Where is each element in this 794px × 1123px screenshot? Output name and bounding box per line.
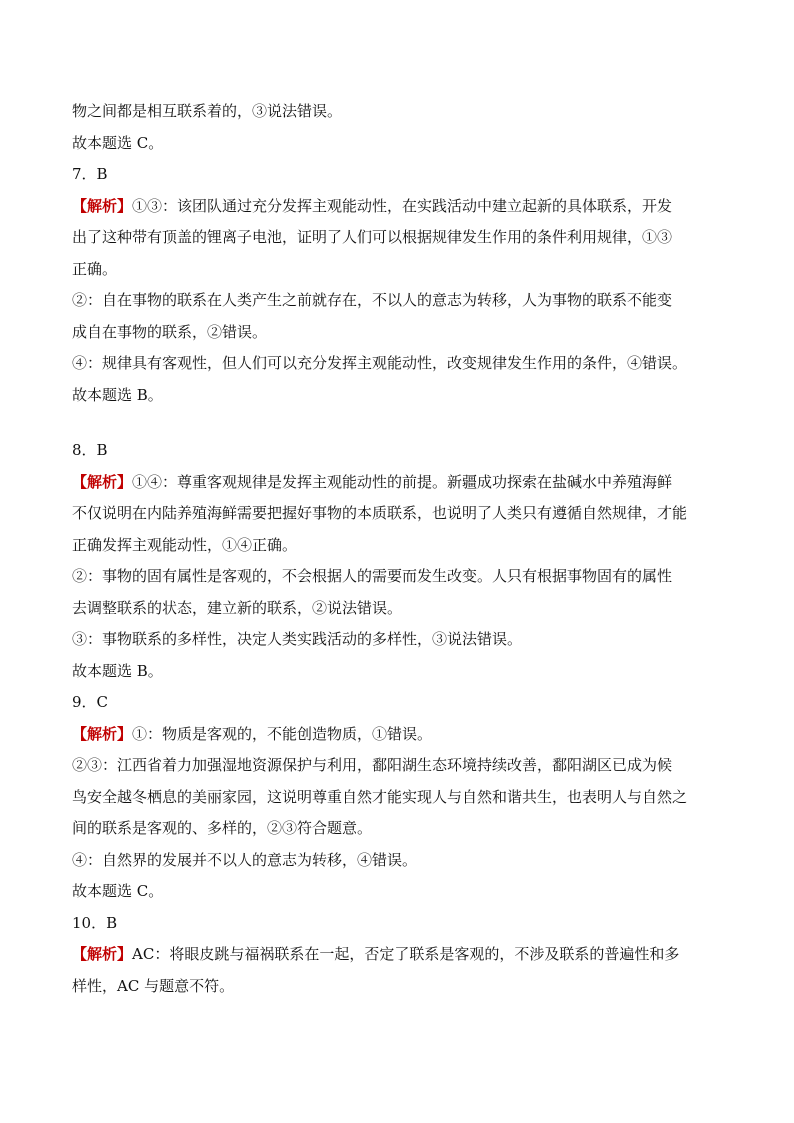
line-text: ①：物质是客观的，不能创造物质，①错误。 [132, 724, 433, 743]
line-text: ①④：尊重客观规律是发挥主观能动性的前提。新疆成功探索在盐碱水中养殖海鲜 [132, 472, 673, 491]
analysis-tag: 【解析】 [72, 196, 133, 215]
document-body [72, 96, 726, 1002]
text-line [72, 624, 726, 656]
line-text: ③：事物联系的多样性，决定人类实践活动的多样性，③说法错误。 [72, 630, 523, 648]
question-answer-text: 7．B [72, 165, 108, 183]
question-answer-heading [72, 687, 726, 719]
question-answer-heading [72, 435, 726, 467]
analysis-line [72, 719, 726, 751]
analysis-line [72, 467, 726, 499]
line-text: 故本题选 B。 [72, 385, 163, 404]
text-line [72, 782, 726, 814]
line-text: ④：自然界的发展并不以人的意志为转移，④错误。 [72, 850, 418, 869]
analysis-tag: 【解析】 [72, 472, 133, 491]
line-text: 成自在事物的联系，②错误。 [72, 322, 268, 341]
question-answer-text: 8．B [72, 441, 108, 459]
text-line [72, 380, 726, 412]
line-text: 故本题选 B。 [72, 661, 163, 680]
text-line [72, 561, 726, 593]
line-text: ②：事物的固有属性是客观的，不会根据人的需要而发生改变。人只有根据事物固有的属性 [72, 567, 673, 585]
text-line [72, 876, 726, 908]
question-answer-text: 9．C [72, 693, 109, 711]
analysis-tag: 【解析】 [72, 945, 133, 963]
line-text: 样性，AC 与题意不符。 [72, 976, 235, 995]
line-text: ①③：该团队通过充分发挥主观能动性，在实践活动中建立起新的具体联系，开发 [132, 196, 673, 215]
text-line [72, 222, 726, 254]
text-line [72, 656, 726, 688]
line-text: 鸟安全越冬栖息的美丽家园，这说明尊重自然才能实现人与自然和谐共生，也表明人与自然之 [72, 787, 688, 806]
question-answer-heading [72, 908, 726, 940]
line-text: ④：规律具有客观性，但人们可以充分发挥主观能动性，改变规律发生作用的条件，④错误。 [72, 354, 688, 372]
text-line [72, 348, 726, 380]
text-line [72, 128, 726, 160]
text-line [72, 96, 726, 128]
text-line [72, 813, 726, 845]
line-text: AC：将眼皮跳与福祸联系在一起，否定了联系是客观的，不涉及联系的普遍性和多 [132, 945, 680, 963]
text-line [72, 971, 726, 1003]
analysis-line [72, 939, 726, 971]
line-text: ②：自在事物的联系在人类产生之前就存在，不以人的意志为转移，人为事物的联系不能变 [72, 291, 673, 309]
line-text: 出了这种带有顶盖的锂离子电池，证明了人们可以根据规律发生作用的条件利用规律，①③ [72, 228, 673, 246]
line-text: 正确发挥主观能动性，①④正确。 [72, 535, 298, 554]
analysis-tag: 【解析】 [72, 724, 133, 743]
line-text: 故本题选 C。 [72, 133, 164, 152]
analysis-line [72, 191, 726, 223]
line-text: 去调整联系的状态，建立新的联系，②说法错误。 [72, 598, 403, 617]
line-text: 故本题选 C。 [72, 882, 164, 900]
question-answer-text: 10．B [72, 913, 118, 932]
line-text: 间的联系是客观的、多样的，②③符合题意。 [72, 819, 373, 837]
line-text: 不仅说明在内陆养殖海鲜需要把握好事物的本质联系，也说明了人类只有遵循自然规律，才能 [72, 504, 688, 522]
text-line [72, 593, 726, 625]
question-answer-heading [72, 159, 726, 191]
text-line [72, 845, 726, 877]
text-line [72, 254, 726, 286]
text-line [72, 317, 726, 349]
text-line [72, 750, 726, 782]
text-line [72, 498, 726, 530]
line-text: 物之间都是相互联系着的，③说法错误。 [72, 102, 343, 120]
text-line [72, 285, 726, 317]
line-text: 正确。 [72, 259, 118, 278]
text-line [72, 530, 726, 562]
line-text: ②③：江西省着力加强湿地资源保护与利用，鄱阳湖生态环境持续改善，鄱阳湖区已成为候 [72, 756, 673, 774]
section-gap [72, 411, 726, 435]
